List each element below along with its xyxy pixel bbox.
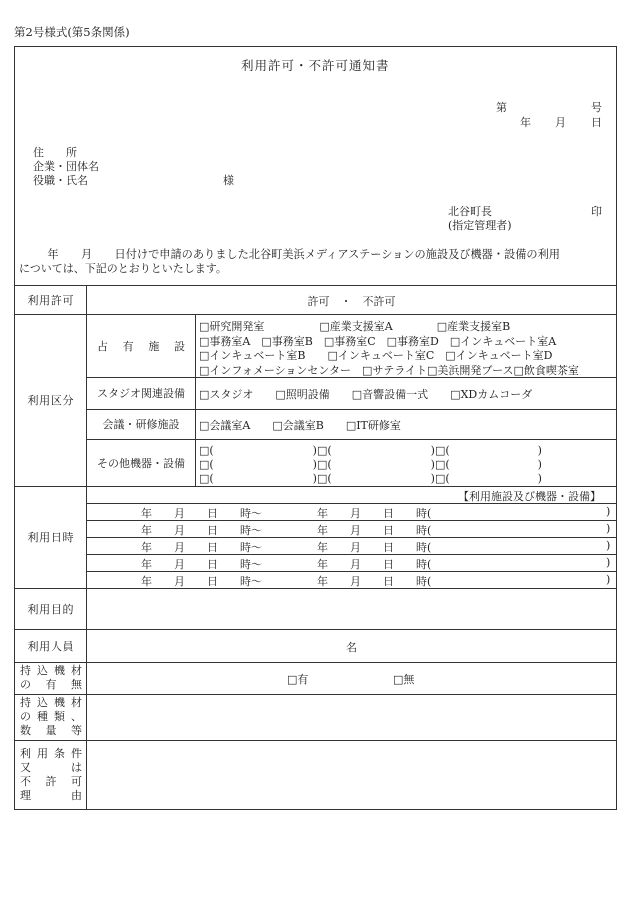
- other-equipment-field[interactable]: □( )□( )□( ): [199, 444, 542, 457]
- date-year: 年: [520, 116, 531, 129]
- purpose-label: 利用目的: [27, 602, 74, 616]
- datetime-close: ): [606, 573, 611, 586]
- addressee-company-label: 企業・団体名: [33, 160, 99, 173]
- people-unit[interactable]: 名: [346, 641, 357, 654]
- other-equipment-label: その他機器・設備: [97, 456, 185, 470]
- addressee-honorific: 様: [223, 174, 234, 187]
- grid-line: [15, 629, 616, 630]
- other-equipment-field[interactable]: □( )□( )□( ): [199, 458, 542, 471]
- category-label: 利用区分: [27, 394, 74, 407]
- datetime-end[interactable]: 年 月 日 時(: [317, 524, 432, 537]
- conditions-field[interactable]: [87, 741, 616, 809]
- permit-label: 利用許可: [27, 293, 74, 307]
- datetime-heading: 【利用施設及び機器・設備】: [458, 490, 601, 503]
- meeting-facility-options[interactable]: □会議室A □会議室B □IT研修室: [199, 419, 401, 432]
- datetime-close: ): [606, 522, 611, 535]
- date-day: 日: [591, 116, 602, 129]
- studio-equipment-options[interactable]: □スタジオ □照明設備 □音響設備一式 □XDカムコーダ: [199, 388, 533, 401]
- permit-value: 許可 ・ 不許可: [307, 295, 396, 308]
- datetime-end[interactable]: 年 月 日 時(: [317, 558, 432, 571]
- issuer-role: (指定管理者): [448, 219, 512, 232]
- grid-line: [15, 285, 616, 286]
- form-number: 第2号様式(第5条関係): [14, 25, 130, 39]
- datetime-end[interactable]: 年 月 日 時(: [317, 575, 432, 588]
- datetime-close: ): [606, 556, 611, 569]
- equipment-kind-field[interactable]: [87, 695, 616, 740]
- grid-line: [15, 486, 616, 487]
- datetime-start[interactable]: 年 月 日 時〜: [141, 541, 262, 554]
- addressee-name-label: 役職・氏名: [33, 174, 88, 187]
- exclusive-facility-label: 占有施設: [97, 339, 185, 353]
- equipment-presence-label: 持込機材 の有無: [20, 664, 82, 691]
- issuer-name: 北谷町長: [448, 205, 492, 218]
- exclusive-facility-options[interactable]: □インフォメーションセンター □サテライト□美浜開発ブース□飲食喫茶室: [199, 364, 579, 377]
- studio-equipment-label: スタジオ関連設備: [97, 387, 185, 400]
- exclusive-facility-options[interactable]: □研究開発室 □産業支援室A □産業支援室B: [199, 320, 511, 333]
- issuer-seal: 印: [591, 205, 602, 218]
- datetime-close: ): [606, 505, 611, 518]
- grid-line: [15, 662, 616, 663]
- datetime-close: ): [606, 539, 611, 552]
- conditions-label: 利用条件 又は 不許可 理由: [20, 747, 82, 802]
- addressee-address-label: 住 所: [33, 146, 77, 159]
- datetime-label: 利用日時: [27, 531, 74, 544]
- equipment-yes-checkbox[interactable]: □有: [287, 673, 309, 686]
- grid-line: [195, 314, 196, 486]
- purpose-field[interactable]: [87, 589, 616, 629]
- document-title: 利用許可・不許可通知書: [241, 58, 390, 73]
- notice-form: [14, 46, 617, 810]
- number-suffix: 号: [591, 101, 602, 114]
- exclusive-facility-options[interactable]: □インキュベート室B □インキュベート室C □インキュベート室D: [199, 349, 553, 362]
- people-label: 利用人員: [27, 639, 74, 653]
- datetime-start[interactable]: 年 月 日 時〜: [141, 558, 262, 571]
- meeting-facility-label: 会議・研修施設: [102, 418, 180, 431]
- equipment-kind-label: 持込機材 の種類、 数量等: [20, 696, 82, 737]
- datetime-start[interactable]: 年 月 日 時〜: [141, 507, 262, 520]
- other-equipment-field[interactable]: □( )□( )□( ): [199, 472, 542, 485]
- datetime-end[interactable]: 年 月 日 時(: [317, 541, 432, 554]
- notice-body-line2: については、下記のとおりといたします。: [19, 262, 227, 275]
- datetime-start[interactable]: 年 月 日 時〜: [141, 575, 262, 588]
- equipment-no-checkbox[interactable]: □無: [393, 673, 415, 686]
- datetime-end[interactable]: 年 月 日 時(: [317, 507, 432, 520]
- notice-body-line1: 年 月 日付けで申請のありました北谷町美浜メディアステーションの施設及び機器・設備の利用: [25, 248, 560, 261]
- datetime-start[interactable]: 年 月 日 時〜: [141, 524, 262, 537]
- number-prefix: 第: [496, 101, 507, 114]
- date-month: 月: [555, 116, 566, 129]
- exclusive-facility-options[interactable]: □事務室A □事務室B □事務室C □事務室D □インキュベート室A: [199, 335, 557, 348]
